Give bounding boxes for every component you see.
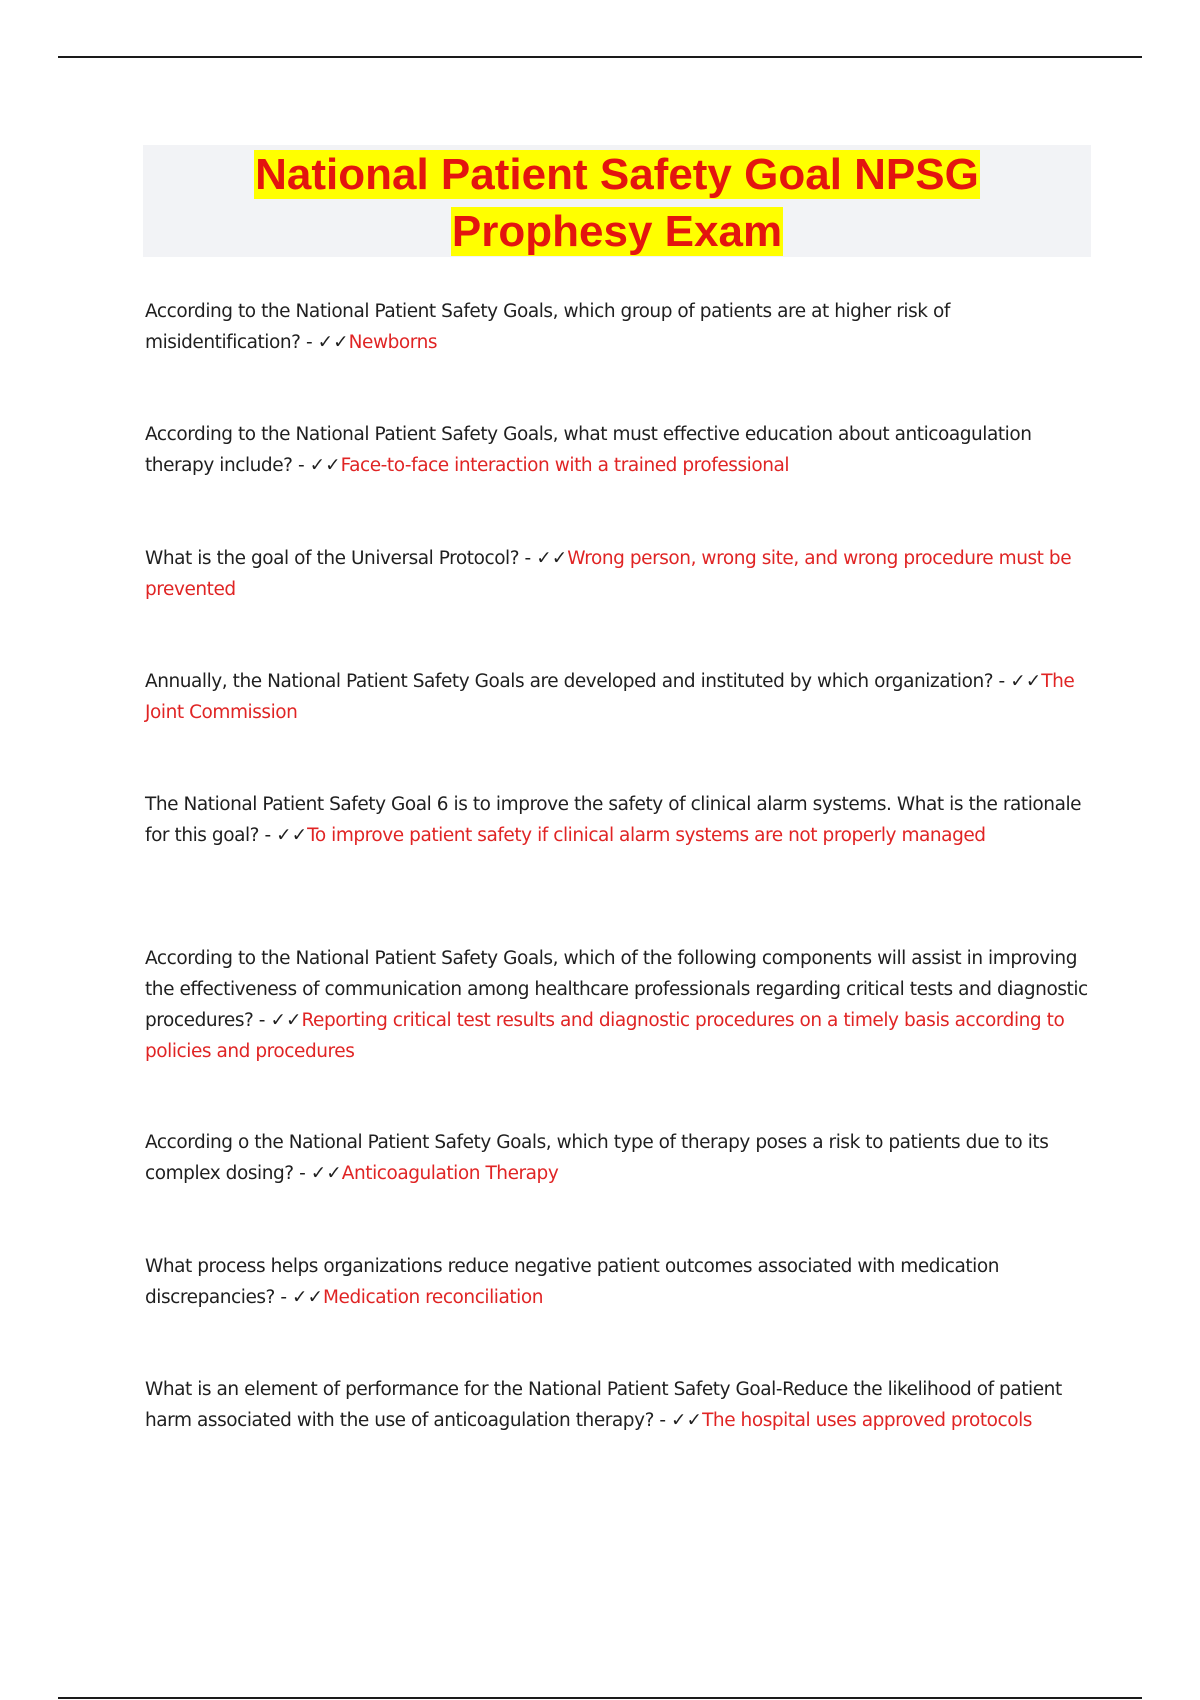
separator: - [300,332,318,353]
question-item-6 [145,943,1095,1067]
question-text: What process helps organizations reduce negative patient outcomes associated with medication discrepancies? [145,1256,1000,1308]
question-item-4 [145,666,1095,728]
double-check-icon: ✓✓ [310,1163,342,1184]
answer-text: Medication reconciliation [323,1287,544,1308]
page-title-line-1: National Patient Safety Goal NPSG [255,150,979,199]
separator: - [993,671,1011,692]
question-text: What is the goal of the Universal Protocol? [145,548,520,569]
question-item-5 [145,789,1095,851]
question-item-1 [145,296,1095,358]
double-check-icon: ✓✓ [671,1410,703,1431]
answer-text: Anticoagulation Therapy [341,1163,559,1184]
question-item-3 [145,543,1095,605]
title-banner [143,145,1091,257]
answer-text: The hospital uses approved protocols [702,1410,1032,1431]
answer-text: Wrong person, wrong site, and wrong procedure must be prevented [145,548,1072,600]
question-text: What is an element of performance for the National Patient Safety Goal-Reduce the likelihood of patient harm associated with the use of anticoagulation therapy? [145,1379,1062,1431]
separator: - [259,825,277,846]
question-text: According o the National Patient Safety Goals, which type of therapy poses a risk to patients due to its complex dosing? [145,1132,1049,1184]
question-text: The National Patient Safety Goal 6 is to improve the safety of clinical alarm systems. What is the rationale for this goal? [145,794,1082,846]
question-text: According to the National Patient Safety Goals, what must effective education about anticoagulation therapy include? [145,424,1032,476]
question-item-2 [145,419,1095,481]
double-check-icon: ✓✓ [276,825,308,846]
question-text: According to the National Patient Safety Goals, which group of patients are at higher risk of misidentification? [145,301,950,353]
separator: - [293,1163,311,1184]
answer-text: Face-to-face interaction with a trained professional [340,455,790,476]
answer-text: Reporting critical test results and diagnostic procedures on a timely basis according to policies and procedures [145,1010,1065,1062]
double-check-icon: ✓✓ [317,332,349,353]
double-check-icon: ✓✓ [292,1287,324,1308]
page-bottom-rule [58,1697,1142,1699]
answer-text: To improve patient safety if clinical alarm systems are not properly managed [307,825,986,846]
separator: - [519,548,537,569]
page-top-rule [58,56,1142,58]
question-text: According to the National Patient Safety Goals, which of the following components will assist in improving the effectiveness of communication among healthcare professionals regarding critical tests and diagnostic procedures? [145,948,1088,1031]
double-check-icon: ✓✓ [1010,671,1042,692]
double-check-icon: ✓✓ [270,1010,302,1031]
question-text: Annually, the National Patient Safety Goals are developed and instituted by which organization? [145,671,994,692]
double-check-icon: ✓✓ [309,455,341,476]
double-check-icon: ✓✓ [536,548,568,569]
separator: - [292,455,310,476]
question-item-9 [145,1374,1095,1436]
answer-text: The Joint Commission [145,671,1075,723]
answer-text: Newborns [348,332,438,353]
question-item-7 [145,1127,1095,1189]
page-title-line-2: Prophesy Exam [451,207,783,256]
separator: - [274,1287,293,1308]
question-item-8 [145,1251,1095,1313]
separator: - [653,1410,672,1431]
separator: - [253,1010,271,1031]
